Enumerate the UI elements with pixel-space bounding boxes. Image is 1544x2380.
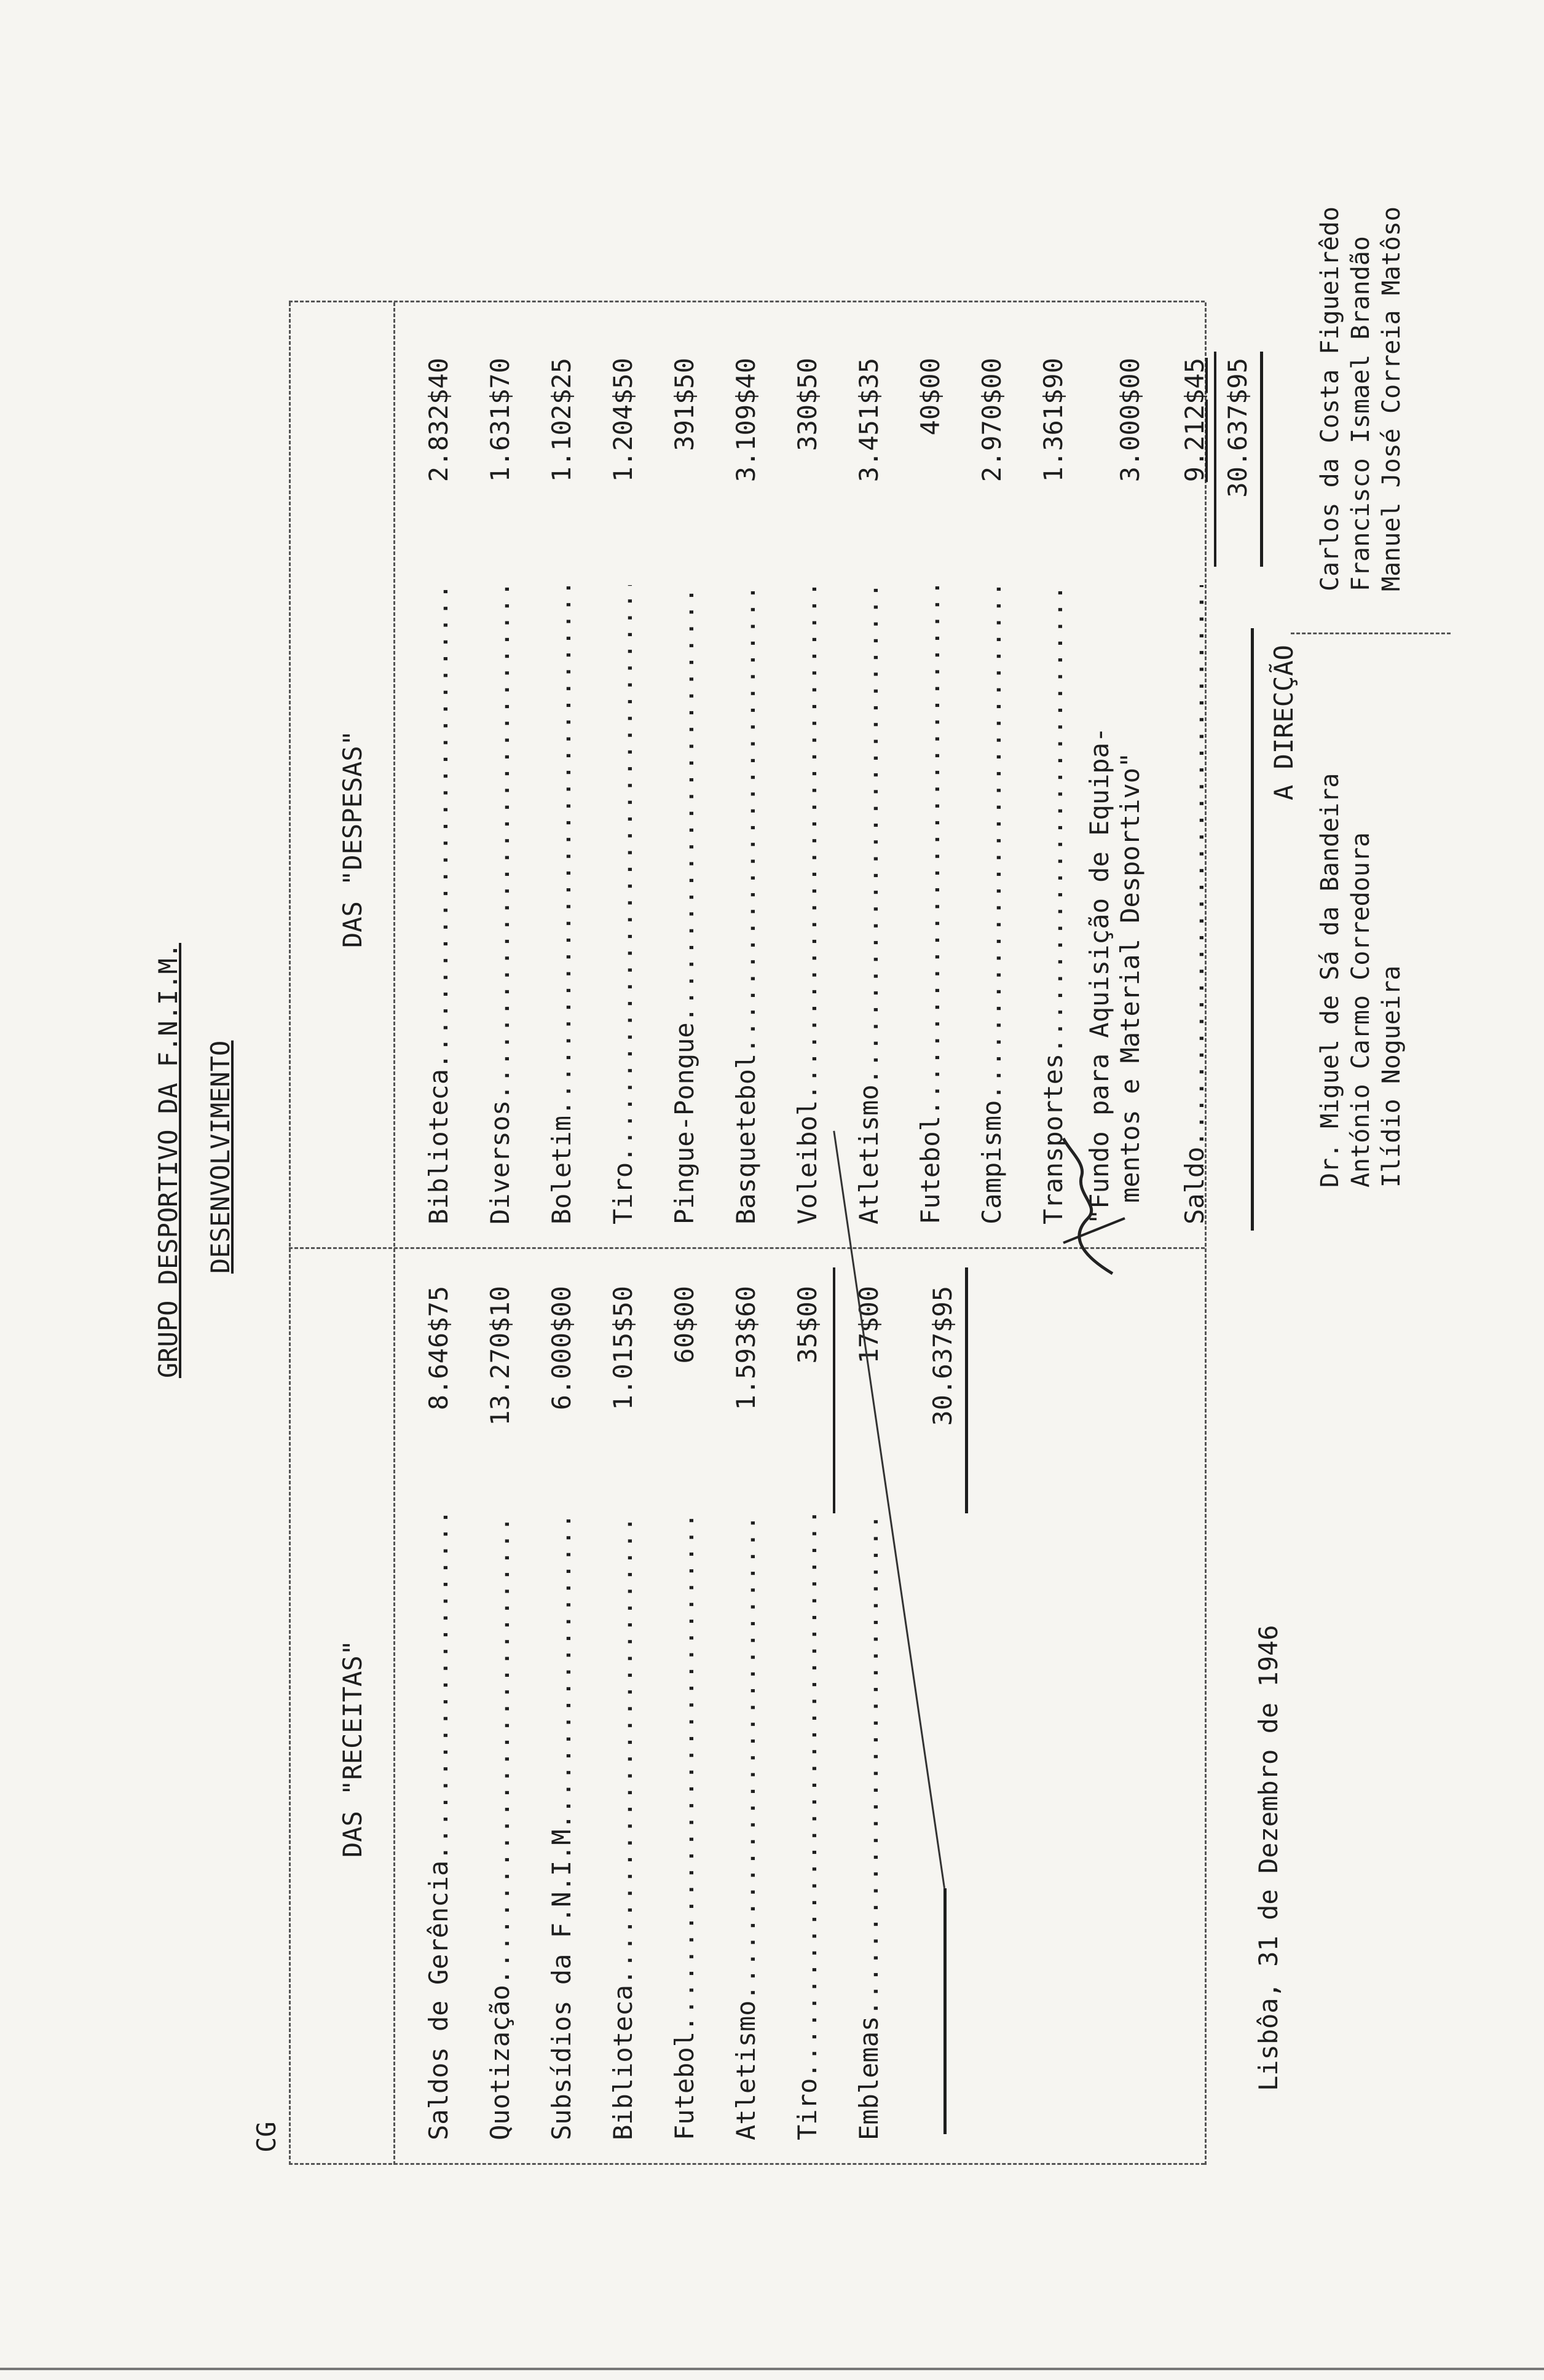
receitas-diagonal-rule [833, 1131, 945, 1888]
page-bottom-edge [0, 2368, 1544, 2370]
despesa-amount-boletim: 1.102$25 [546, 358, 577, 483]
receita-label-tiro: Tiro ..... [793, 1513, 822, 2140]
member-right-2: Francisco Ismael Brandão [1347, 236, 1375, 591]
receita-amount-futebol: 60$00 [669, 1286, 699, 1364]
despesa-label-saldo: Saldo ..... [1180, 585, 1210, 1224]
despesas-heading: DAS "DESPESAS" [337, 730, 368, 948]
receita-label-quotizacao: Quotização ..... [486, 1513, 515, 2140]
receitas-heading: DAS "RECEITAS" [337, 1639, 368, 1858]
despesas-total-rule-top [1214, 352, 1216, 567]
member-left-3: Ilídio Nogueira [1377, 965, 1406, 1188]
despesa-label-voleibol: Voleibol ..... [793, 585, 822, 1224]
member-right-3: Manuel José Correia Matôso [1377, 206, 1406, 591]
despesa-amount-transportes: 1.361$90 [1038, 358, 1068, 483]
member-left-2: António Carmo Corredoura [1347, 832, 1375, 1188]
despesa-amount-atletismo: 3.451$35 [854, 358, 884, 483]
receitas-total-rule-top [833, 1267, 835, 1513]
signature-divider [1291, 632, 1451, 634]
frame-top-border [289, 302, 291, 2165]
receita-label-subsidios: Subsídios da F.N.I.M. ..... [547, 1513, 577, 2140]
receita-label-futebol: Futebol ..... [670, 1513, 699, 2140]
despesa-label-atletismo: Atletismo ..... [854, 585, 884, 1224]
receita-amount-atletismo: 1.593$60 [731, 1286, 761, 1411]
despesa-fund-line1: "Fundo para Aquisição de Equipa- [1084, 727, 1114, 1224]
frame-right-border [289, 301, 1205, 302]
despesa-label-biblioteca: Biblioteca ..... [424, 585, 454, 1224]
direccao-heading: A DIRECÇÃO [1269, 645, 1299, 800]
organization-title: GRUPO DESPORTIVO DA F.N.I.M. [153, 942, 183, 1378]
member-left-1: Dr. Miguel de Sá da Bandeira [1316, 773, 1344, 1188]
despesa-fund-line2: mentos e Material Desportivo" [1115, 752, 1145, 1203]
frame-left-border [289, 2163, 1205, 2165]
receitas-total: 30.637$95 [928, 1286, 958, 1426]
despesas-total-rule-bottom [1260, 352, 1263, 567]
receita-label-biblioteca: Biblioteca ..... [609, 1513, 638, 2140]
despesa-label-boletim: Boletim ..... [547, 585, 577, 1224]
receita-label-emblemas: Emblemas ..... [854, 1513, 884, 2140]
despesa-label-basquetebol: Basquetebol ..... [731, 585, 761, 1224]
member-right-1: Carlos da Costa Figueirêdo [1316, 206, 1344, 591]
heading-separator [393, 302, 395, 2165]
despesa-label-futebol: Futebol ..... [916, 585, 945, 1224]
handwritten-initials [1045, 1132, 1131, 1280]
receita-amount-subsidios: 6.000$00 [546, 1286, 577, 1411]
despesa-amount-diversos: 1.631$70 [485, 358, 515, 483]
document-date: Lisbôa, 31 de Dezembro de 1946 [1253, 1625, 1283, 2091]
receita-amount-biblioteca: 1.015$50 [608, 1286, 638, 1411]
despesa-amount-futebol: 40$00 [915, 358, 945, 436]
despesa-amount-tiro: 1.204$50 [608, 358, 638, 483]
receitas-total-rule-bottom [965, 1267, 968, 1513]
despesa-amount-campismo: 2.970$00 [977, 358, 1007, 483]
despesa-label-pingue-pongue: Pingue-Pongue ..... [670, 585, 699, 1224]
despesas-total: 30.637$95 [1223, 358, 1253, 498]
document-code: CG [251, 2121, 282, 2153]
receita-amount-saldos: 8.646$75 [423, 1286, 454, 1411]
despesa-label-campismo: Campismo ..... [977, 585, 1007, 1224]
despesa-label-diversos: Diversos ..... [486, 585, 515, 1224]
despesa-label-tiro: Tiro ..... [609, 585, 638, 1224]
despesa-fund-amount: 3.000$00 [1115, 358, 1145, 483]
frame-bottom-border [1205, 302, 1207, 2165]
receita-amount-tiro: 35$00 [792, 1286, 822, 1364]
despesa-amount-pingue-pongue: 391$50 [669, 358, 699, 451]
receita-label-saldos: Saldos de Gerência ..... [424, 1513, 454, 2140]
despesa-label-transportes: Transportes ..... [1039, 585, 1068, 1224]
despesa-amount-biblioteca: 2.832$40 [423, 358, 454, 483]
despesa-amount-voleibol: 330$50 [792, 358, 822, 451]
despesa-saldo-amount: 9.212$45 [1180, 358, 1210, 483]
despesa-amount-basquetebol: 3.109$40 [731, 358, 761, 483]
receitas-close-rule [943, 1888, 947, 2134]
despesas-close-rule [1251, 628, 1254, 1231]
receita-label-atletismo: Atletismo ..... [731, 1513, 761, 2140]
receita-amount-emblemas: 17$00 [854, 1286, 884, 1364]
document-subtitle: DESENVOLVIMENTO [205, 1040, 235, 1274]
receita-amount-quotizacao: 13.270$10 [485, 1286, 515, 1426]
